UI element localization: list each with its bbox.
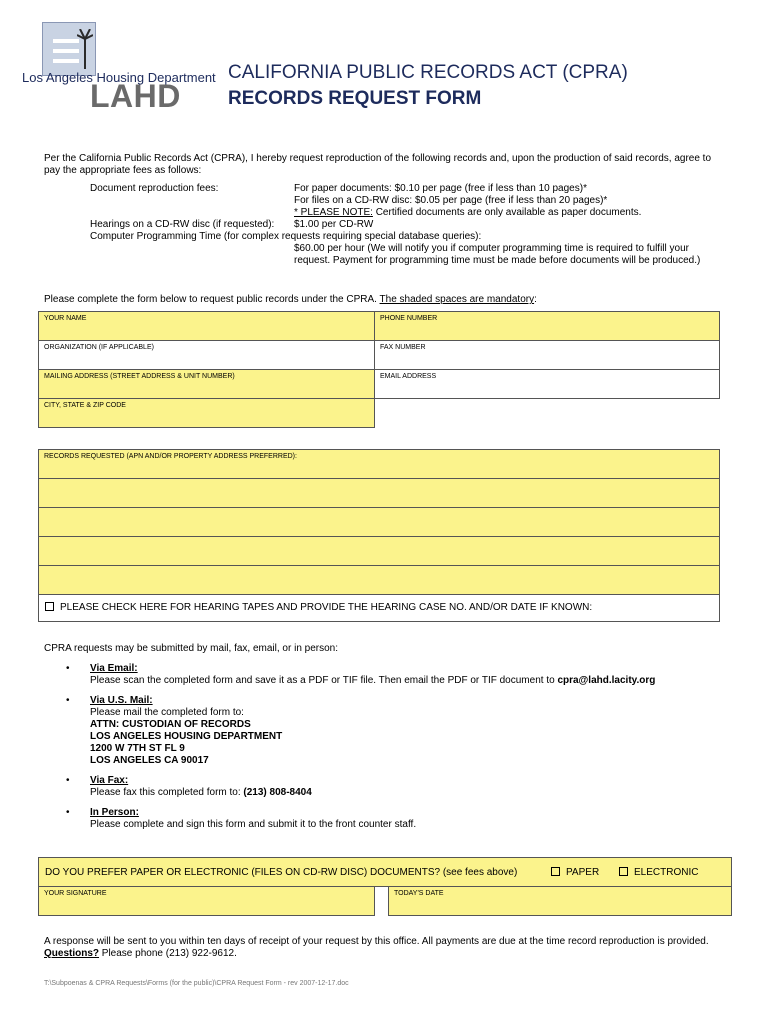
electronic-option[interactable]	[619, 867, 698, 879]
organization-field[interactable]	[38, 340, 375, 370]
name-field-label: YOUR NAME	[44, 315, 87, 322]
form-intro-end: :	[534, 294, 537, 305]
email-method-instructions: Please scan the completed form and save it as a PDF or TIF file. Then email the PDF or TIF document to	[90, 675, 558, 686]
mail-address-line-1: ATTN: CUSTODIAN OF RECORDS	[90, 719, 251, 730]
fees-note	[294, 207, 641, 219]
fax-field-label: FAX NUMBER	[380, 344, 426, 351]
form-intro	[44, 294, 537, 306]
records-line-5[interactable]	[38, 565, 720, 595]
name-field[interactable]	[38, 311, 375, 341]
person-method-text: Please complete and sign this form and submit it to the front counter staff.	[90, 819, 417, 830]
fees-hearings-label: Hearings on a CD-RW disc (if requested):	[90, 219, 275, 230]
cpra-email-address[interactable]: cpra@lahd.lacity.org	[557, 675, 656, 686]
questions-label: Questions?	[44, 948, 100, 959]
city-state-zip-label: CITY, STATE & ZIP CODE	[44, 402, 126, 409]
page-title: CALIFORNIA PUBLIC RECORDS ACT (CPRA)	[228, 62, 628, 83]
hearing-tapes-row[interactable]	[38, 594, 720, 622]
email-method-text	[90, 675, 655, 687]
hearing-tapes-label: PLEASE CHECK HERE FOR HEARING TAPES AND PROVIDE THE HEARING CASE NO. AND/OR DATE IF KNOWN:	[60, 602, 593, 613]
fax-number: (213) 808-8404	[243, 787, 312, 798]
fees-doc-label: Document reproduction fees:	[90, 183, 219, 194]
mail-address-line-3: 1200 W 7TH ST FL 9	[90, 743, 185, 754]
fees-note-label: * PLEASE NOTE:	[294, 207, 373, 218]
fees-cdrw: For files on a CD-RW disc: $0.05 per page (free if less than 20 pages)*	[294, 195, 608, 206]
email-field[interactable]	[374, 369, 720, 399]
bullet: •	[66, 775, 70, 786]
page-subtitle: RECORDS REQUEST FORM	[228, 88, 482, 109]
fees-hearings-value: $1.00 per CD-RW	[294, 219, 374, 230]
mail-method-title: Via U.S. Mail:	[90, 695, 153, 706]
bullet: •	[66, 663, 70, 674]
person-method-title: In Person:	[90, 807, 139, 818]
phone-field[interactable]	[374, 311, 720, 341]
lahd-logo-graphic	[42, 22, 96, 76]
date-label: TODAY'S DATE	[394, 890, 444, 897]
fees-note-text: Certified documents are only available as paper documents.	[372, 207, 642, 218]
email-field-label: EMAIL ADDRESS	[380, 373, 437, 380]
bullet: •	[66, 695, 70, 706]
paper-label: PAPER	[566, 867, 600, 878]
electronic-label: ELECTRONIC	[634, 867, 699, 878]
fees-paper: For paper documents: $0.10 per page (free if less than 10 pages)*	[294, 183, 587, 194]
records-requested-label: RECORDS REQUESTED (APN AND/OR PROPERTY ADDRESS PREFERRED):	[44, 453, 297, 460]
records-requested-field[interactable]	[38, 449, 720, 479]
fax-method-title: Via Fax:	[90, 775, 129, 786]
lahd-logo-text: LAHD	[90, 78, 181, 114]
address-field[interactable]	[38, 369, 375, 399]
fax-field[interactable]	[374, 340, 720, 370]
hearing-tapes-checkbox[interactable]	[45, 602, 54, 611]
fees-prog-label: Computer Programming Time (for complex requests requiring special database queries):	[90, 231, 482, 242]
questions-line	[44, 948, 237, 960]
city-state-zip-field[interactable]	[38, 398, 375, 428]
submission-intro: CPRA requests may be submitted by mail, fax, email, or in person:	[44, 643, 339, 654]
dept-name: Los Angeles Housing Department	[22, 70, 216, 85]
records-line-2[interactable]	[38, 478, 720, 508]
paper-option[interactable]	[551, 867, 599, 879]
intro-line-2: pay the appropriate fees as follows:	[44, 165, 202, 176]
mail-method-text: Please mail the completed form to:	[90, 707, 244, 718]
document-preference-row	[38, 857, 732, 887]
organization-field-label: ORGANIZATION (IF APPLICABLE)	[44, 344, 154, 351]
fax-method-instructions: Please fax this completed form to:	[90, 787, 244, 798]
electronic-checkbox[interactable]	[619, 867, 628, 876]
preference-question: DO YOU PREFER PAPER OR ELECTRONIC (FILES ON CD-RW DISC) DOCUMENTS? (see fees above)	[45, 867, 518, 878]
phone-field-label: PHONE NUMBER	[380, 315, 438, 322]
form-intro-text: Please complete the form below to request public records under the CPRA.	[44, 294, 380, 305]
fees-prog-line-1: $60.00 per hour (We will notify you if computer programming time is required to fulfill your	[294, 243, 689, 254]
date-field[interactable]	[388, 886, 732, 916]
paper-checkbox[interactable]	[551, 867, 560, 876]
hearing-tapes-option[interactable]	[45, 602, 592, 614]
bullet: •	[66, 807, 70, 818]
intro-line-1: Per the California Public Records Act (CPRA), I hereby request reproduction of the following records and, upon the production of said records, agree to	[44, 153, 712, 164]
palm-tree-icon	[77, 29, 93, 69]
records-line-3[interactable]	[38, 507, 720, 537]
mail-address-line-2: LOS ANGELES HOUSING DEPARTMENT	[90, 731, 283, 742]
address-field-label: MAILING ADDRESS (STREET ADDRESS & UNIT NUMBER)	[44, 373, 235, 380]
email-method-title: Via Email:	[90, 663, 138, 674]
file-path-footer: T:\Subpoenas & CPRA Requests\Forms (for the public)\CPRA Request Form - rev 2007-12-17.doc	[44, 980, 349, 987]
records-line-4[interactable]	[38, 536, 720, 566]
questions-phone: Please phone (213) 922-9612.	[99, 948, 237, 959]
response-notice: A response will be sent to you within ten days of receipt of your request by this office. All payments are due at the time record reproduction is provided.	[44, 936, 709, 947]
mail-address-line-4: LOS ANGELES CA 90017	[90, 755, 209, 766]
form-intro-mandatory: The shaded spaces are mandatory	[379, 294, 535, 305]
fees-prog-line-2: request. Payment for programming time must be made before documents will be produced.)	[294, 255, 701, 266]
fax-method-text	[90, 787, 312, 799]
signature-field[interactable]	[38, 886, 375, 916]
signature-label: YOUR SIGNATURE	[44, 890, 107, 897]
